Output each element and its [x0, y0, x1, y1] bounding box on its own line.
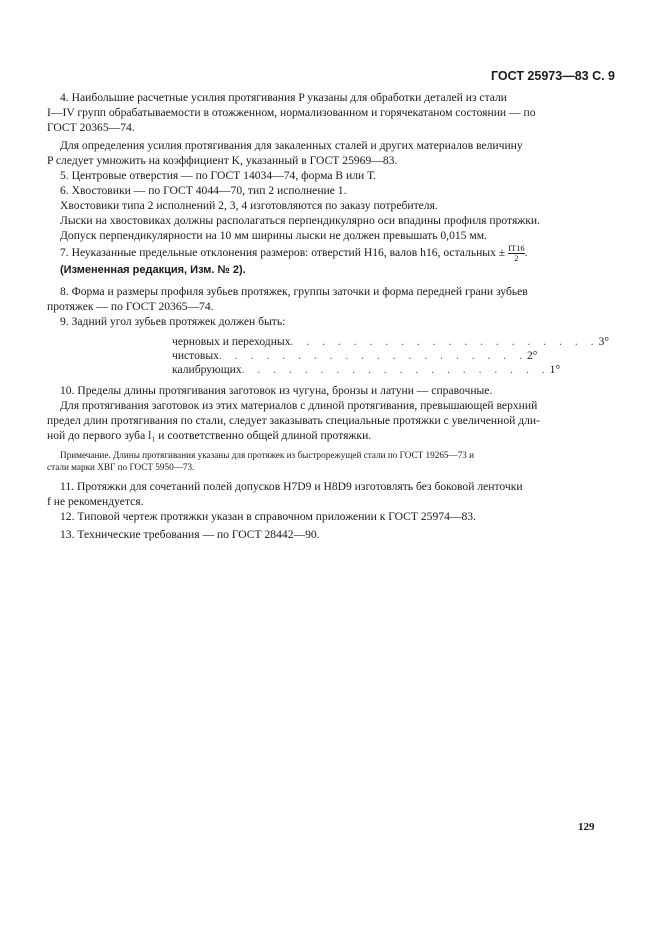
paragraph-6d: Допуск перпендикулярности на 10 мм ширины лыски не должен превышать 0,015 мм. — [60, 229, 487, 242]
leader-dots: . . . . . . . . . . . . . . . . . . . . — [218, 349, 527, 362]
paragraph-7 — [47, 243, 615, 263]
angle-row — [172, 363, 561, 377]
angle-label: черновых и переходных — [172, 335, 291, 348]
angle-value: 2° — [527, 349, 538, 362]
paragraph-10-line: ной до первого зуба l₁ и соответственно общей длиной протяжки. — [47, 429, 372, 442]
amendment-note: (Измененная редакция, Изм. № 2). — [60, 264, 246, 276]
paragraph-4b-line: Для определения усилия протягивания для закаленных сталей и других материалов величину — [60, 139, 523, 152]
paragraph-4-line: ГОСТ 20365—74. — [47, 121, 135, 134]
fraction-denominator: 2 — [514, 252, 519, 263]
leader-dots: . . . . . . . . . . . . . . . . . . . . — [241, 363, 550, 376]
paragraph-5: 5. Центровые отверстия — по ГОСТ 14034—74, форма В или Т. — [60, 169, 376, 182]
paragraph-8-line: протяжек — по ГОСТ 20365—74. — [47, 300, 214, 313]
paragraph-8-line: 8. Форма и размеры профиля зубьев протяжек, группы заточки и форма передней грани зубьев — [60, 285, 528, 298]
angle-label: калибрующих — [172, 363, 242, 376]
paragraph-6b: Хвостовики типа 2 исполнений 2, 3, 4 изготовляются по заказу потребителя. — [60, 199, 438, 212]
paragraph-6c: Лыски на хвостовиках должны располагаться перпендикулярно оси впадины профиля протяжки. — [60, 214, 541, 227]
fraction-numerator: IT16 — [508, 242, 525, 253]
document-body — [47, 90, 615, 542]
note-line: стали марки ХВГ по ГОСТ 5950—73. — [47, 462, 195, 472]
angle-value: 1° — [549, 363, 561, 376]
paragraph-9: 9. Задний угол зубьев протяжек должен быть: — [60, 315, 286, 328]
paragraph-10-line: Для протягивания заготовок из этих материалов с длиной протягивания, превышающей верхний — [60, 399, 538, 412]
angle-label: чистовых — [172, 349, 219, 362]
paragraph-6: 6. Хвостовики — по ГОСТ 4044—70, тип 2 исполнение 1. — [60, 184, 347, 197]
paragraph-4-line: I—IV групп обрабатываемости в отожженном, нормализованном и горячекатаном состоянии — по — [47, 106, 536, 119]
angle-table — [172, 335, 609, 377]
period: . — [524, 246, 528, 259]
paragraph-12: 12. Типовой чертеж протяжки указан в справочном приложении к ГОСТ 25974—83. — [60, 510, 476, 523]
paragraph-4-line: 4. Наибольшие расчетные усилия протягивания P указаны для обработки деталей из стали — [60, 91, 508, 104]
angle-row — [172, 335, 609, 349]
paragraph-10-line: предел длин протягивания по стали, следует заказывать специальные протяжки с увеличенной дли- — [47, 414, 540, 427]
leader-dots: . . . . . . . . . . . . . . . . . . . . — [290, 335, 599, 348]
paragraph-4b-line: P следует умножить на коэффициент K, указанный в ГОСТ 25969—83. — [47, 154, 398, 167]
paragraph-10: 10. Пределы длины протягивания заготовок из чугуна, бронзы и латуни — справочные. — [60, 384, 493, 397]
note-line: Примечание. Длины протягивания указаны для протяжек из быстрорежущей стали по ГОСТ 19265—73 и — [60, 450, 475, 460]
page-header: ГОСТ 25973—83 С. 9 — [490, 69, 615, 83]
page-number: 129 — [578, 821, 595, 833]
paragraph-13: 13. Технические требования — по ГОСТ 28442—90. — [60, 528, 320, 541]
paragraph-11-line: f не рекомендуется. — [47, 495, 144, 508]
paragraph-7-text: 7. Неуказанные предельные отклонения размеров: отверстий H16, валов h16, остальных ± — [60, 246, 506, 259]
fraction — [508, 244, 525, 263]
angle-value: 3° — [598, 335, 609, 348]
angle-row — [172, 349, 538, 363]
paragraph-11-line: 11. Протяжки для сочетаний полей допусков H7D9 и H8D9 изготовлять без боковой ленточки — [60, 480, 523, 493]
